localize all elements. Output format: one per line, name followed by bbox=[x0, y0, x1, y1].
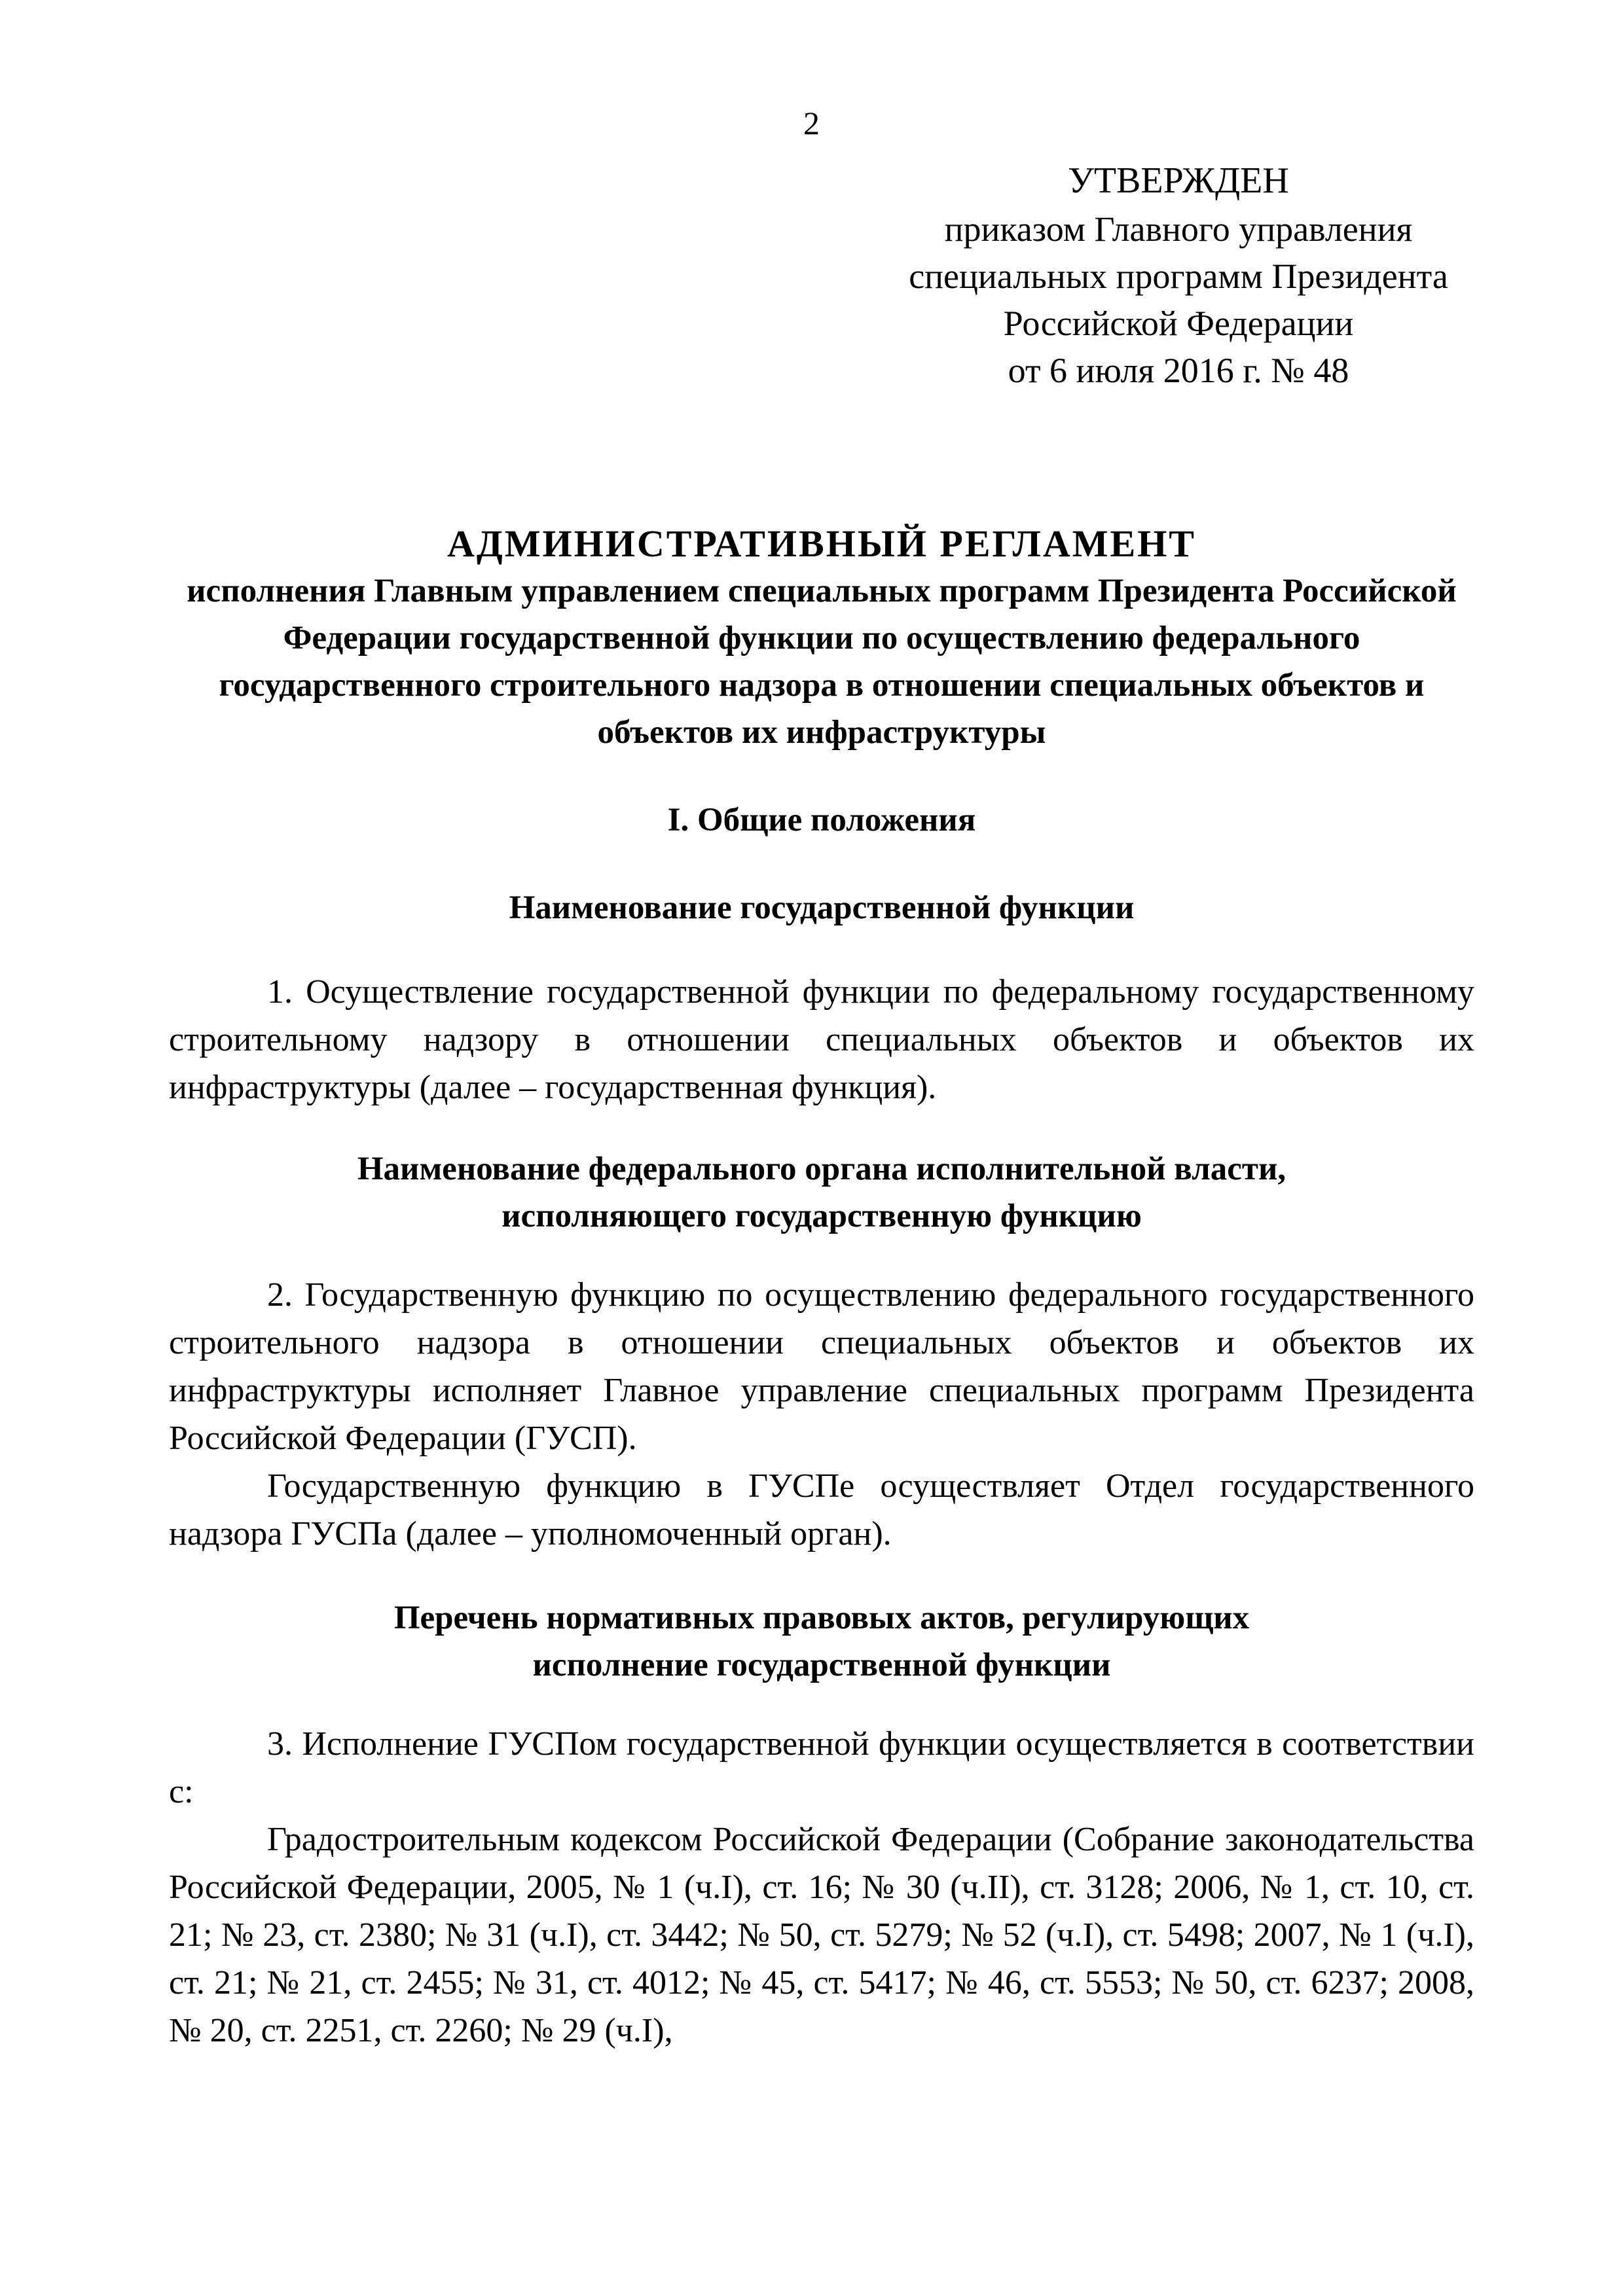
approval-stamp bbox=[877, 157, 1480, 394]
approval-title: УТВЕРЖДЕН bbox=[1068, 160, 1289, 201]
section-heading-legal-acts bbox=[169, 1594, 1474, 1689]
paragraph-1: 1. Осуществление государственной функции по федеральному государственному строительному надзору в отношении специальных объектов и объектов их инфраструктуры (далее – государственная функция). bbox=[169, 973, 1474, 1106]
document-title: АДМИНИСТРАТИВНЫЙ РЕГЛАМЕНТ bbox=[447, 522, 1196, 565]
approval-line: специальных программ Президента bbox=[909, 257, 1448, 296]
section-heading-line: Перечень нормативных правовых актов, регулирующих bbox=[393, 1600, 1250, 1636]
paragraph-2b: Государственную функцию в ГУСПе осуществляет Отдел государственного надзора ГУСПа (далее – уполномоченный орган). bbox=[169, 1467, 1474, 1552]
paragraph-3b: Градостроительным кодексом Российской Федерации (Собрание законодательства Российской Федерации, 2005, № 1 (ч.I), ст. 16; № 30 (ч.II), ст. 3128; 2006, № 1, ст. 10, ст. 21; № 23, ст. 2380; № 31 (ч.I), ст. 3442; № 50, ст. 5279; № 52 (ч.I), ст. 5498; 2007, № 1 (ч.I), ст. 21; № 21, ст. 2455; № 31, ст. 4012; № 45, ст. 5417; № 46, ст. 5553; № 50, ст. 6237; 2008, № 20, ст. 2251, ст. 2260; № 29 (ч.I), bbox=[169, 1821, 1474, 2049]
paragraph-2: 2. Государственную функцию по осуществлению федерального государственного строительного надзора в отношении специальных объектов и объектов их инфраструктуры исполняет Главное управление специальных программ Президента Российской Федерации (ГУСП). bbox=[169, 1276, 1474, 1457]
approval-date-line: от 6 июля 2016 г. № 48 bbox=[1008, 351, 1349, 390]
paragraph-3: 3. Исполнение ГУСПом государственной функции осуществляется в соответствии с: bbox=[169, 1725, 1474, 1810]
approval-line: приказом Главного управления bbox=[944, 209, 1413, 249]
section-heading-line: исполняющего государственную функцию bbox=[501, 1198, 1142, 1234]
section-heading-authority bbox=[169, 1145, 1474, 1240]
section-heading-function-name: Наименование государственной функции bbox=[509, 889, 1135, 926]
chapter-heading: I. Общие положения bbox=[667, 802, 976, 838]
page-number: 2 bbox=[803, 105, 820, 141]
document-body bbox=[169, 520, 1474, 2054]
document-subtitle: исполнения Главным управлением специальных программ Президента Российской Федерации государственной функции по осуществлению федерального государственного строительного надзора в отношении специальных объектов и объектов их инфраструктуры bbox=[187, 573, 1457, 751]
section-heading-line: Наименование федерального органа исполнительной власти, bbox=[357, 1151, 1286, 1187]
approval-line: Российской Федерации bbox=[1003, 304, 1354, 343]
section-heading-line: исполнение государственной функции bbox=[532, 1647, 1111, 1683]
